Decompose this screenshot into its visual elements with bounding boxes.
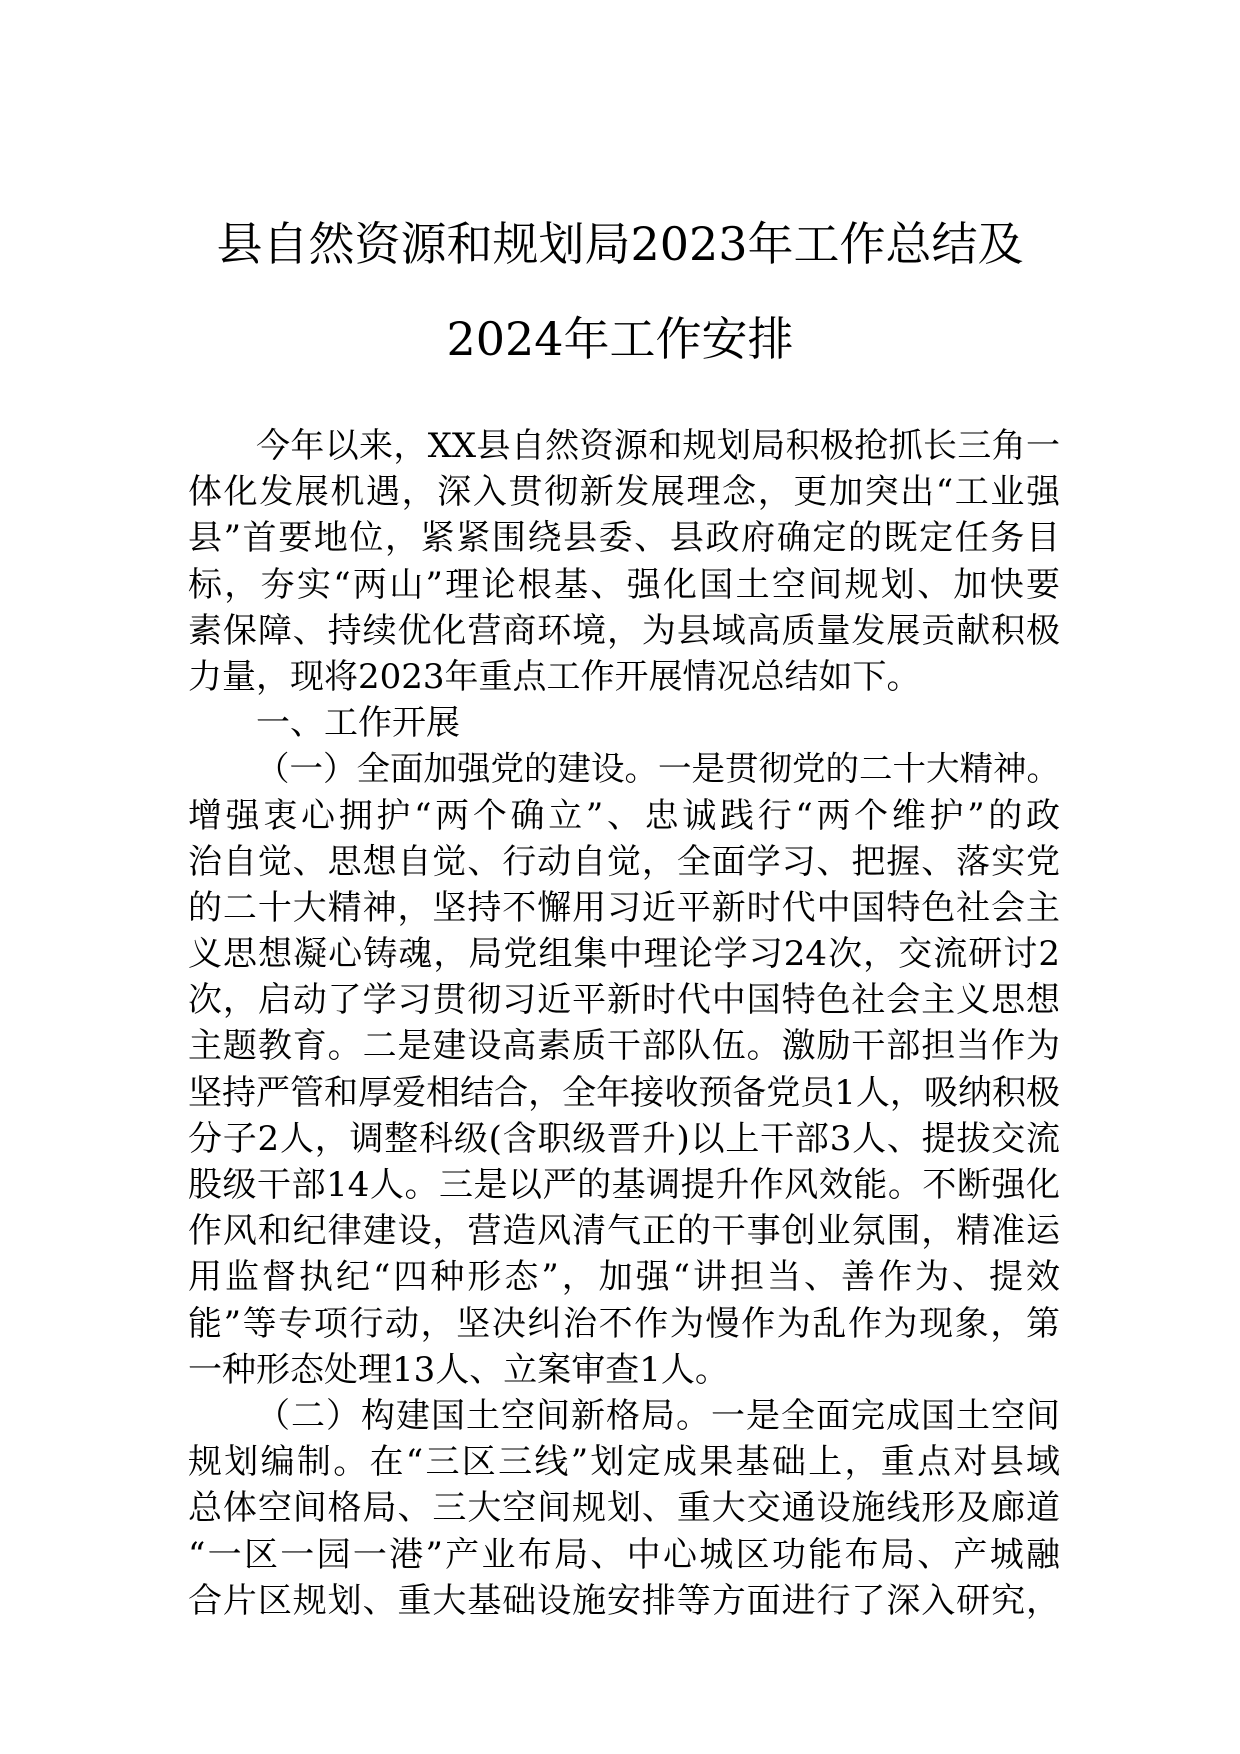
body-line: “一区一园一港”产业布局、中心城区功能布局、产城融 [188,1534,1060,1575]
document-title-line-1: 县自然资源和规划局2023年工作总结及 [216,217,1024,271]
body-line: 能”等专项行动，坚决纠治不作为慢作为乱作为现象，第 [188,1303,1060,1344]
body-line: （二）构建国土空间新格局。一是全面完成国土空间 [256,1395,1060,1436]
section-heading: 一、工作开展 [256,703,460,744]
body-line: 作风和纪律建设，营造风清气正的干事创业氛围，精准运 [188,1211,1060,1252]
body-line: 义思想凝心铸魂，局党组集中理论学习24次，交流研讨2 [188,934,1060,975]
body-line: 分子2人，调整科级(含职级晋升)以上干部3人、提拔交流 [188,1118,1060,1159]
body-line: 素保障、持续优化营商环境，为县域高质量发展贡献积极 [188,610,1060,651]
body-line: 今年以来，XX县自然资源和规划局积极抢抓长三角一 [256,426,1060,466]
body-line: 治自觉、思想自觉、行动自觉，全面学习、把握、落实党 [188,841,1060,882]
body-line: 规划编制。在“三区三线”划定成果基础上，重点对县域 [188,1442,1060,1483]
body-line: 力量，现将2023年重点工作开展情况总结如下。 [188,656,921,697]
body-line: 增强衷心拥护“两个确立”、忠诚践行“两个维护”的政 [188,795,1060,836]
body-line: 主题教育。二是建设高素质干部队伍。激励干部担当作为 [188,1026,1060,1067]
body-line: 标，夯实“两山”理论根基、强化国土空间规划、加快要 [188,564,1060,605]
body-line: 总体空间格局、三大空间规划、重大交通设施线形及廊道 [188,1488,1060,1529]
body-line: 县”首要地位，紧紧围绕县委、县政府确定的既定任务目 [188,518,1060,559]
body-line: 一种形态处理13人、立案审查1人。 [188,1349,729,1390]
body-line: 的二十大精神，坚持不懈用习近平新时代中国特色社会主 [188,887,1060,928]
body-line: 合片区规划、重大基础设施安排等方面进行了深入研究， [188,1580,1060,1621]
body-line: 坚持严管和厚爱相结合，全年接收预备党员1人，吸纳积极 [188,1072,1060,1113]
body-line: 股级干部14人。三是以严的基调提升作风效能。不断强化 [188,1165,1060,1205]
document-body [188,423,1060,1624]
document-title-line-2: 2024年工作安排 [446,312,794,366]
body-line: （一）全面加强党的建设。一是贯彻党的二十大精神。 [256,749,1060,789]
body-line: 用监督执纪“四种形态”，加强“讲担当、善作为、提效 [188,1257,1060,1298]
body-line: 体化发展机遇，深入贯彻新发展理念，更加突出“工业强 [188,472,1060,513]
body-line: 次，启动了学习贯彻习近平新时代中国特色社会主义思想 [188,980,1060,1021]
